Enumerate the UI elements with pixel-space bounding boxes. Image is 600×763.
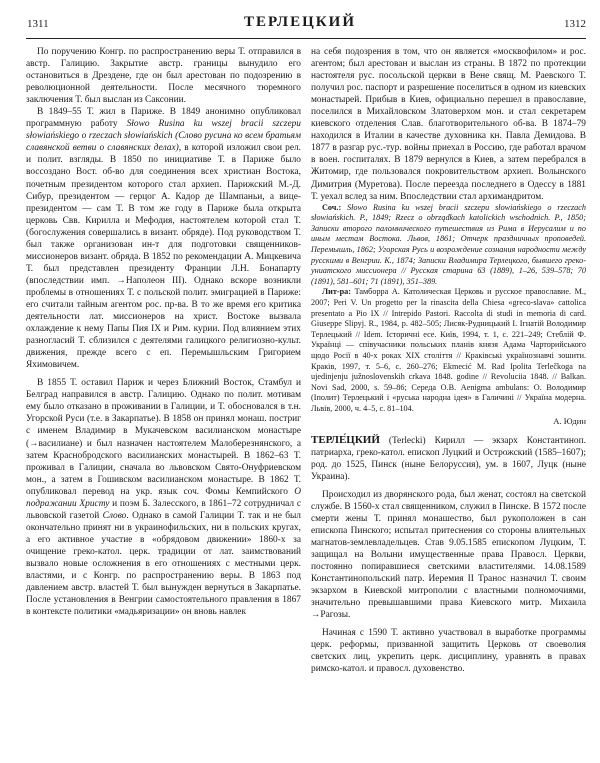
page-header (0, 12, 600, 38)
running-title: ТЕРЛЕЦКИЙ (244, 14, 356, 30)
entry-headword: ТЕРЛЕ́ЦКИЙ (311, 433, 380, 446)
left-column (26, 46, 301, 618)
work-title: Słowo Rusina ku wszej bracii szczepu słowiańskiego o rzeczach słowiańskich (Слово русина ко всем братьям славянской ветви о славянских делах) (26, 119, 301, 154)
page-number-right: 1312 (564, 18, 586, 30)
paragraph: Начиная с 1590 Т. активно участвовал в выработке программы церк. реформы, призванной защитить Церковь от своеволия светских лиц, укрепить церк. дисциплину, уравнять в правах римско-катол. и правосл. духовенство. (311, 628, 586, 675)
work-title: О подражании Христу (26, 486, 301, 509)
paragraph: Происходил из дворянского рода, был женат, состоял на светской службе. В 1560-х стал священником, служил в Пинске. В 1572 после смерти жены Т. принял монашество, был рукоположен в сан епископа Пинского; испытал притеснения со стороны влиятельных магнатов-землевладельцев. Став 9.05.1585 епископом Луцким, Т. защищал на Волыни имущественные права Правосл. Церкви, постоянно попиравшиеся светскими властителями. 14.08.1589 Константинопольский патр. Иеремия II Транос назначил Т. своим экзархом в Киевской митрополии с властными полномочиями, значительно превышавшими права Киевского митр. Михаила →Рагозы. (311, 489, 586, 621)
entry-intro: ТЕРЛЕ́ЦКИЙ (Terlecki) Кирилл — экзарх Константиноп. патриарха, греко-катол. епископ Луцкий и Острожский (1585–1607); род. до 1525, Пинск (ныне Белоруссия), ум. в 1607, Луцк (ныне Украина). (311, 433, 586, 482)
header-rule (26, 38, 586, 39)
article-author: А. Юдин (553, 416, 586, 427)
newspaper-title: Слово (102, 510, 127, 521)
paragraph: По поручению Конгр. по распространению веры Т. отправился в австр. Галицию. Закрытие австр. границы вынудило его остановиться в Дрездене, где он был арестован по подозрению в революционной деятельности. После месячного тюремного заключения Т. был выслан из Саксонии. (26, 47, 301, 106)
paragraph: на себя подозрения в том, что он является «москвофилом» и рос. агентом; был арестован и выслан из страны. В 1872 по протекции настоятеля рус. посольской церкви в Вене свящ. М. Раевского Т. получил рос. паспорт и разрешение поселиться в одном из киевских монастырей. Прибыв в Киев, официально перешел в православие, поселился в Михайловском Златоверхом мон. и стал секретарем киевского отделения Слав. благотворительного об-ва. В 1874–79 находился в Италии в качестве духовника кн. Павла Демидова. В 1877 в разгар рус.-тур. войны приехал в Россию, где работал врачом в воен. госпиталях. В 1879 вернулся в Киев, а затем перебрался в Житомир, где пользовался покровительством архиеп. Волынского Димитрия (Муретова). После переезда последнего в Одессу в 1881 Т. уехал вслед за ним. Впоследствии стал архимандритом. (311, 47, 586, 202)
works-label: Соч.: (322, 202, 342, 212)
right-column (311, 46, 586, 675)
literature-list: Лит-ра: Тамборра А. Католическая Церковь и русское православие. М., 2007; Peri V. Un progetto per la rinascita della Chiesa «greco-slava» cattolica presentato a Pio IX // Intrepido Pastori. Raccolta di studi in memoria di card. Giuseppe Slipyj. R., 1984, p. 482–505; Лисяк-Рудницький І. Ігнатій Володимир Терлецький // Idem. Історичні есе. Київ, 1994, т. 1, с. 221–249; Стеблій Ф. Українці — співучасники польських планів князя Адама Чарторийського щодо Росії в 40-х роках XIX століття // Краківські українознавчі зошити. Краків, 1997, т. 5–6, с. 260–276; Ekmecić M. Rad Ipolita Terlečkoga na ujedinjenju južnoslovenskih crkava 1848. godine // Revoluciia 1848. // Balkan. Novi Sad, 2000, s. 59–86; Середа О.В. Aenigma ambulans: О. Володимир (Іполит) Терлецький і «руська народна ідея» в Галичині // Україна модерна. Львів, 2000, ч. 4–5, с. 81–104. (311, 287, 586, 413)
literature-label: Лит-ра: (322, 287, 351, 297)
paragraph: В 1849–55 Т. жил в Париже. В 1849 анонимно опубликовал программную работу Słowo Rusina ku wszej bracii szczepu słowiańskiego o rzeczach słowiańskich (Слово русина ко всем братьям славянской ветви о славянских делах), в которой изложил свои рел. и полит. взгляды. В 1850 по инициативе Т. в Париже было воссоздано Вост. об-во для соединения всех христиан Востока, почетным президентом которого стал архиеп. Парижский М.-Д. Сибур, президентом — герцог А. Кадор де Шампаньи, а вице-президентом — сам Т. В том же году в Париже была открыта церковь Свв. Кирилла и Мефодия, настоятелем которой стал Т. (богослужения совершались в визант. обряде). Под руководством Т. был также организован ин-т для подготовки священников-миссионеров визант. обряда. В 1852 по рекомендации А. Мицкевича Т. был представлен президенту Франции Л.Н. Бонапарту (впоследствии имп. →Наполеон III). Однако вскоре возникли проблемы в отношениях Т. с польской полит. эмиграцией в Париже: его считали тайным агентом рос. пр-ва. В то же время его критика деятельности лат. миссионеров на христ. Востоке вызвала охлаждение к нему Папы Пия IX и Рим. курии. Под влиянием этих разногласий Т. сблизился с деятелями галицкого религиозно-культ. движения, прежде всего с еп. Перемышльским Григорием Яхимовичем. (26, 107, 301, 371)
works-list: Соч.: Słowo Rusina ku wszej bracii szczepu słowiańskiego o rzeczach słowiańskich. P., 1849; Rzecz o obrządkach katolickich wschodnich. P., 1850; Записки второго паломнического путешествия из Рима в Иерусалим и по иным местам Востока. Львов, 1861; Отчерк праздничных проповедей. Перемышль, 1862; Угорская Русь и возрождение сознания народности между русскими в Венгрии. К., 1874; Записки Владимира Терлецкого, бывшего греко-униатского миссионера // Русская старина 63 (1889), 1–26, 539–578; 70 (1891), 581–601; 71 (1891), 351–389. (311, 202, 586, 286)
page-number-left: 1311 (27, 18, 49, 30)
paragraph: В 1855 Т. оставил Париж и через Ближний Восток, Стамбул и Белград направился в австр. Галицию. Однако по полит. мотивам ему было отказано в проживании в Галиции, и Т. обосновался в т.н. Угорской Руси (т.е. в Закарпатье). В 1858 он принял монаш. постриг с именем Владимир в Мукачевском василианском монастыре (→василиане) и был назначен настоятелем Малоберезнянского, а затем Краснобродского василианских монастырей. В 1862–63 Т. проживал в Галиции, сначала во львовском Свято-Онуфриевском мон., а затем в Гошивском василианском монастыре. В 1862 Т. опубликовал перевод на укр. язык соч. Фомы Кемпийского О подражании Христу и поэм Б. Залесского, в 1861–72 сотрудничал с львовской газетой Слово. Однако в самой Галиции Т. так и не был окончательно принят ни в украинофильских, ни в польских кругах, а его активное участие в «обрядовом движении» 1860-х за очищение греко-катол. церк. традиции от лат. заимствований вызвало новые осложнения в его отношениях с местными церк. властями, и с Конгр. по распространению веры. В 1863 под давлением австр. властей Т. был вынужден вернуться в Закарпатье. После установления в Венгрии самостоятельного правления в 1867 в контексте политики «мадьяризации» он вновь навлек (26, 378, 301, 618)
